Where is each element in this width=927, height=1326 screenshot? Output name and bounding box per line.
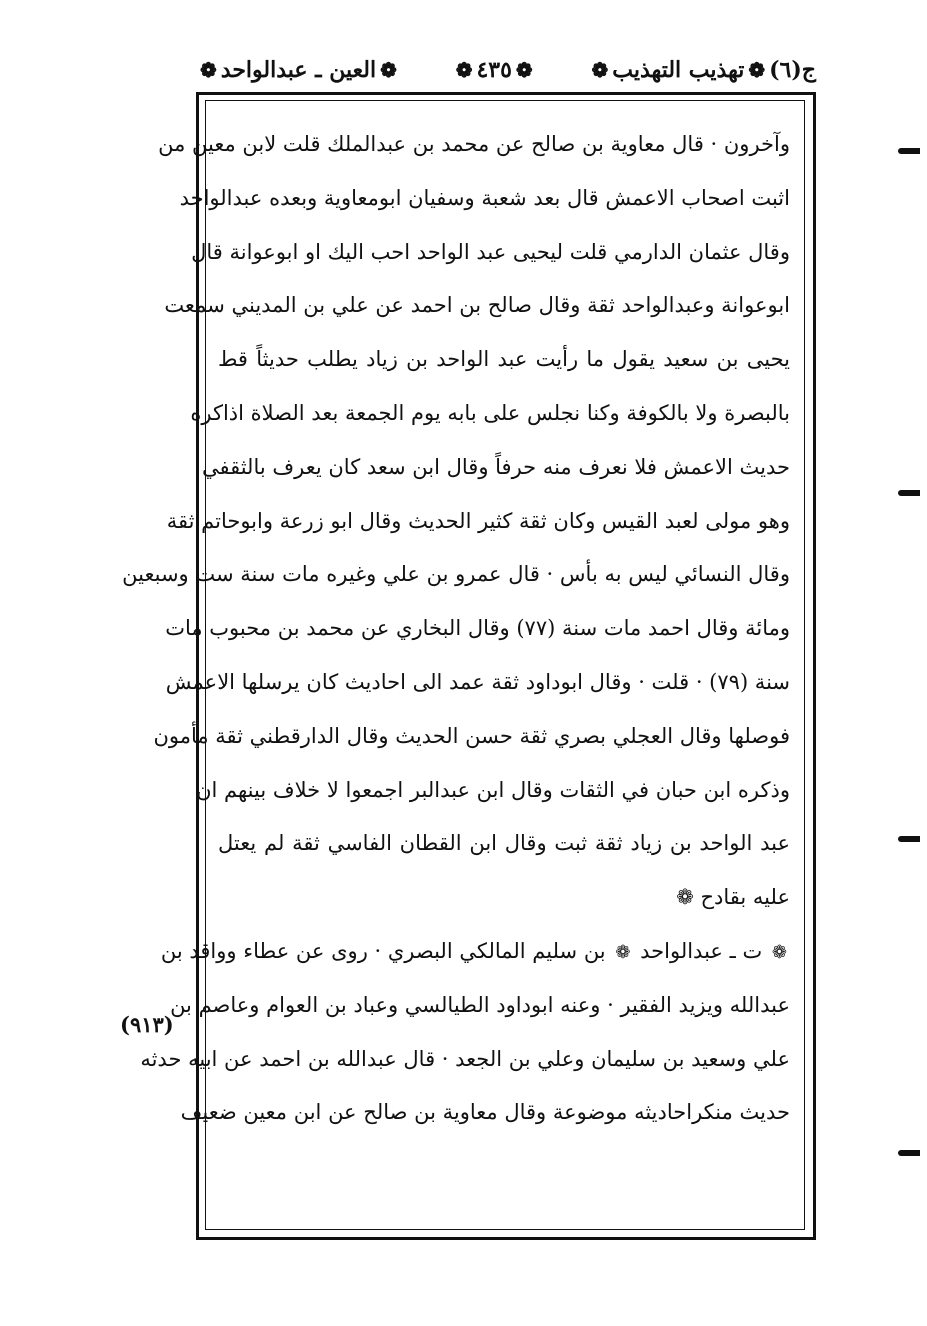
ornament-icon: ❁	[771, 941, 787, 963]
section-title-group	[196, 57, 401, 83]
text-line: وقال عثمان الدارمي قلت ليحيى عبد الواحد احب اليك او ابوعوانة قال	[191, 239, 790, 264]
entry-number: (٩١٣)	[120, 1012, 174, 1037]
text-line: ابوعوانة وعبدالواحد ثقة وقال صالح بن احمد عن علي بن المديني سمعت	[164, 293, 790, 318]
ornament-icon: ❁	[615, 941, 631, 963]
text-line: وذكره ابن حبان في الثقات وقال ابن عبدالبر اجمعوا لا خلاف بينهم ان	[196, 777, 790, 802]
ornament-icon: ❁	[748, 58, 766, 82]
margin-mark	[898, 836, 920, 842]
section-title: العين ـ عبدالواحد	[220, 57, 377, 83]
margin-mark	[898, 1150, 920, 1156]
margin-mark	[898, 148, 920, 154]
text-line: فوصلها وقال العجلي بصري ثقة حسن الحديث وقال الدارقطني ثقة مأمون	[153, 723, 790, 748]
ornament-icon: ❁	[200, 58, 217, 82]
entry-text: بن سليم المالكي البصري · روى عن عطاء وواقد بن	[160, 938, 606, 963]
text-line: اثبت اصحاب الاعمش قال بعد شعبة وسفيان ابومعاوية وبعده عبدالواحد	[179, 185, 790, 210]
text-line: وآخرون · قال معاوية بن صالح عن محمد بن عبدالملك قلت لابن معين من	[158, 132, 790, 156]
book-title: تهذيب التهذيب	[612, 57, 745, 83]
text-line: بالبصرة ولا بالكوفة وكنا نجلس على بابه يوم الجمعة بعد الصلاة اذاكره	[190, 400, 790, 425]
text-line: حديث الاعمش فلا نعرف منه حرفاً وقال ابن سعد كان يعرف بالثقفي	[201, 454, 790, 479]
volume-number: ج(٦)	[769, 57, 816, 83]
text-line-end: عليه بقادح ❁	[676, 885, 790, 910]
ornament-icon: ❁	[591, 58, 609, 82]
entry-line: علي وسعيد بن سليمان وعلي بن الجعد · قال عبدالله بن احمد عن ابيه حدثه	[140, 1046, 790, 1071]
text-line: عبد الواحد بن زياد ثقة ثبت وقال ابن القطان الفاسي ثقة لم يعتل	[218, 831, 790, 856]
text-line: سنة (٧٩) · قلت · وقال ابوداود ثقة عمد الى احاديث كان يرسلها الاعمش	[165, 669, 790, 694]
entry-heading: ت ـ عبدالواحد	[640, 938, 763, 963]
ornament-icon: ❁	[455, 58, 473, 82]
text-line: يحيى بن سعيد يقول ما رأيت عبد الواحد بن زياد يطلب حديثاً قط	[218, 347, 790, 372]
margin-mark	[898, 490, 920, 496]
entry-line: حديث منكراحاديثه موضوعة وقال معاوية بن صالح عن ابن معين ضعيف	[180, 1100, 790, 1125]
ornament-icon: ❁	[380, 58, 397, 82]
ornament-icon: ❁	[515, 58, 533, 82]
entry-line: عبدالله ويزيد الفقير · وعنه ابوداود الطيالسي وعباد بن العوام وعاصم بن	[170, 992, 790, 1017]
text-line: ومائة وقال احمد مات سنة (٧٧) وقال البخاري عن محمد بن محبوب مات	[165, 616, 790, 641]
text-line: وقال النسائي ليس به بأس · قال عمرو بن علي وغيره مات سنة ست وسبعين	[122, 562, 790, 587]
text-line: وهو مولى لعبد القيس وكان ثقة كثير الحديث وقال ابو زرعة وابوحاتم ثقة	[166, 508, 790, 533]
page-number: ٤٣٥	[476, 57, 512, 83]
page-number-group	[452, 57, 537, 83]
entry-first-line	[160, 925, 790, 979]
page-header	[196, 50, 816, 90]
volume-label	[588, 57, 816, 83]
